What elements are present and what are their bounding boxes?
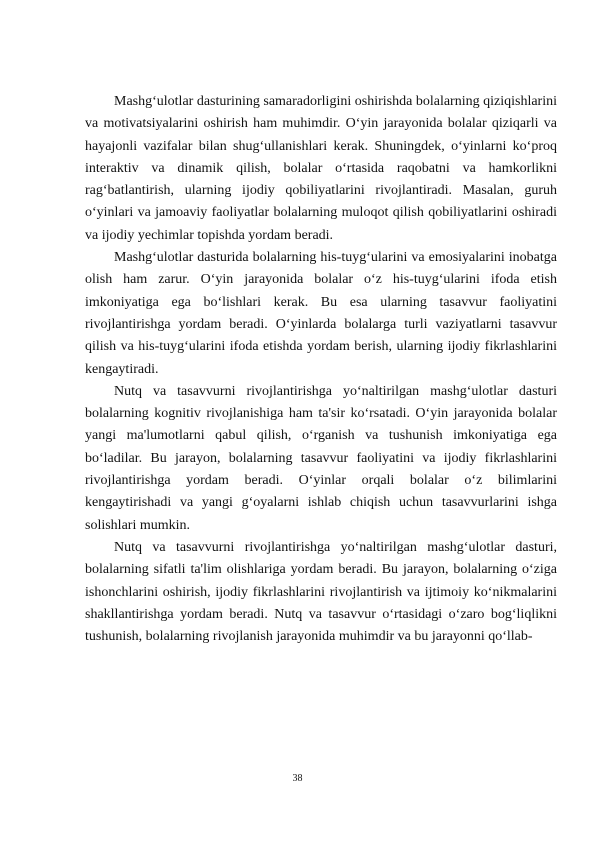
paragraph-4: Nutq va tasavvurni rivojlantirishga yo‘naltirilgan mashg‘ulotlar dasturi, bolalarning sifatli ta'lim olishlariga yordam beradi. Bu jarayon, bolalarning o‘ziga ishonchlarini oshirish, ijodiy fikrlashlarini rivojlantirish va ijtimoiy ko‘nikmalarini shakllantirishga yordam beradi. Nutq va tasavvur o‘rtasidagi o‘zaro bog‘liqlikni tushunish, bolalarning rivojlanish jarayonida muhimdir va bu jarayonni qo‘llab- [85, 539, 557, 645]
paragraph-3: Nutq va tasavvurni rivojlantirishga yo‘naltirilgan mashg‘ulotlar dasturi bolalarning kognitiv rivojlanishiga ham ta'sir ko‘rsatadi. O‘yin jarayonida bolalar yangi ma'lumotlarni qabul qilish, o‘rganish va tushunish imkoniyatiga ega bo‘ladilar. Bu jarayon, bolalarning tasavvur faoliyatini va ijodiy fikrlashlarini rivojlantirishga yordam beradi. O‘yinlar orqali bolalar o‘z bilimlarini kengaytirishadi va yangi g‘oyalarni ishlab chiqish uchun tasavvurlarini ishga solishlari mumkin. [85, 383, 557, 533]
body-text [85, 91, 557, 648]
paragraph-1: Mashg‘ulotlar dasturining samaradorligini oshirishda bolalarning qiziqishlarini va motivatsiyalarini oshirish ham muhimdir. O‘yin jarayonida bolalar qiziqarli va hayajonli vazifalar bilan shug‘ullanishlari kerak. Shuningdek, o‘yinlarni ko‘proq interaktiv va dinamik qilish, bolalar o‘rtasida raqobatni va hamkorlikni rag‘batlantirish, ularning ijodiy qobiliyatlarini rivojlantiradi. Masalan, guruh o‘yinlari va jamoaviy faoliyatlar bolalarning muloqot qilish qobiliyatlarini oshiradi va ijodiy yechimlar topishda yordam beradi. [85, 94, 557, 243]
page-number: 38 [292, 773, 303, 784]
paragraph-2: Mashg‘ulotlar dasturida bolalarning his-tuyg‘ularini va emosiyalarini inobatga olish ham zarur. O‘yin jarayonida bolalar o‘z his-tuyg‘ularini ifoda etish imkoniyatiga ega bo‘lishlari kerak. Bu esa ularning tasavvur faoliyatini rivojlantirishga yordam beradi. O‘yinlarda bolalarga turli vaziyatlarni tasavvur qilish va his-tuyg‘ularini ifoda etishda yordam berish, ularning ijodiy fikrlashlarini kengaytiradi. [85, 250, 557, 377]
